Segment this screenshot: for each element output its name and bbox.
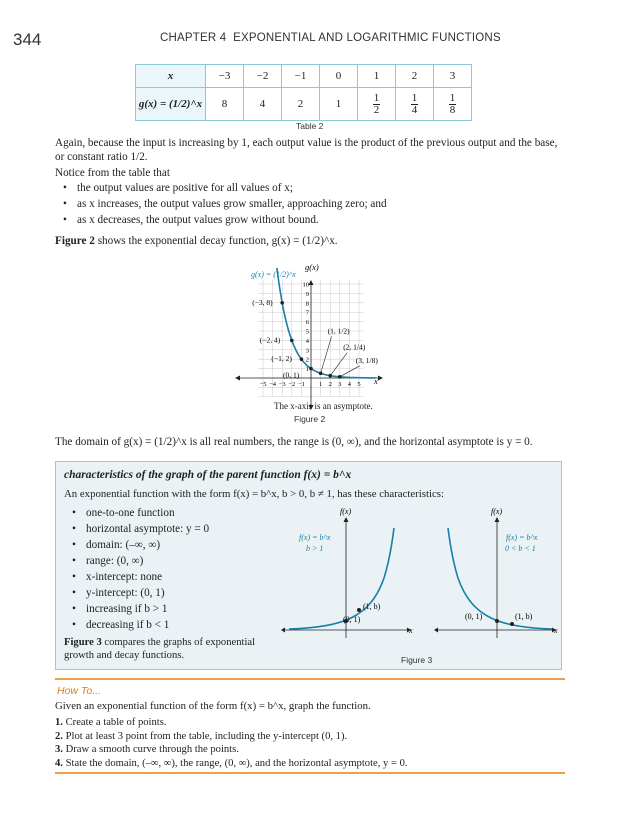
data-point bbox=[338, 375, 342, 379]
box-title: characteristics of the graph of the parent function f(x) = b^x bbox=[64, 469, 352, 481]
table-cell: 8 bbox=[206, 88, 244, 121]
y-tick-label: 5 bbox=[305, 328, 309, 336]
decay-curve bbox=[448, 528, 552, 629]
table-cell: 3 bbox=[434, 65, 472, 88]
list-item: • as x decreases, the output values grow without bound. bbox=[55, 212, 565, 228]
y-tick-label: 1 bbox=[305, 366, 309, 374]
x-tick-label: −2 bbox=[288, 381, 296, 388]
point-label: (−1, 2) bbox=[271, 354, 292, 364]
box-intro: An exponential function with the form f(x) = b^x, b > 0, b ≠ 1, has these characteristics: bbox=[64, 488, 444, 500]
chapter-title: EXPONENTIAL AND LOGARITHMIC FUNCTIONS bbox=[233, 32, 501, 44]
x-tick-label: 1 bbox=[318, 381, 323, 388]
point-label: (0, 1) bbox=[343, 615, 361, 624]
figure-2-graph bbox=[235, 255, 385, 413]
table-caption: Table 2 bbox=[296, 121, 324, 131]
step-item: 2. Plot at least 3 point from the table, including the y-intercept (0, 1). bbox=[55, 730, 348, 742]
y-tick-label: 7 bbox=[305, 309, 309, 317]
x-tick-label: −3 bbox=[278, 381, 286, 388]
function-label: f(x) = b^x bbox=[299, 533, 331, 542]
data-point bbox=[290, 339, 294, 343]
table-cell: $\frac{1}{8}$ bbox=[434, 88, 472, 121]
condition-label: b > 1 bbox=[306, 544, 324, 553]
table-cell: −3 bbox=[206, 65, 244, 88]
x-tick-label: −5 bbox=[259, 381, 267, 388]
chapter-label: CHAPTER 4 bbox=[160, 32, 227, 44]
y-axis-label: f(x) bbox=[340, 507, 352, 516]
table-cell: $\frac{1}{4}$ bbox=[396, 88, 434, 121]
page-number: 344 bbox=[13, 30, 42, 49]
list-item: • one-to-one function bbox=[64, 505, 264, 521]
box-note: Figure 3 compares the graphs of exponential growth and decay functions. bbox=[64, 637, 256, 661]
x-tick-label: 3 bbox=[338, 381, 342, 388]
figure-2-caption: Figure 2 bbox=[294, 414, 326, 424]
list-item: • horizontal asymptote: y = 0 bbox=[64, 521, 264, 537]
y-tick-label: 6 bbox=[305, 319, 309, 327]
y-tick-label: 8 bbox=[305, 300, 309, 308]
table-cell: 4 bbox=[244, 88, 282, 121]
point-label: (1, b) bbox=[363, 602, 381, 611]
y-tick-label: 4 bbox=[305, 337, 309, 345]
growth-graph bbox=[281, 506, 421, 641]
point-label: (2, 1/4) bbox=[343, 342, 366, 352]
function-label: f(x) = b^x bbox=[506, 533, 538, 542]
divider bbox=[55, 678, 565, 680]
function-label: g(x) = (1/2)^x bbox=[251, 270, 296, 279]
list-item: • domain: (–∞, ∞) bbox=[64, 537, 264, 553]
table-cell: −1 bbox=[282, 65, 320, 88]
table-cell: 2 bbox=[282, 88, 320, 121]
table-cell: −2 bbox=[244, 65, 282, 88]
table-cell: 2 bbox=[396, 65, 434, 88]
point-label: (1, 1/2) bbox=[327, 326, 350, 336]
y-tick-label: 9 bbox=[305, 290, 309, 298]
point-label: (0, 1) bbox=[465, 612, 483, 621]
figure-3-caption: Figure 3 bbox=[401, 655, 433, 665]
howto-steps bbox=[55, 716, 565, 770]
list-item: • the output values are positive for all values of x; bbox=[55, 180, 565, 196]
list-item: • decreasing if b < 1 bbox=[64, 617, 264, 633]
y-axis-label: g(x) bbox=[305, 262, 319, 272]
point-label: (−3, 8) bbox=[252, 297, 273, 307]
table-2 bbox=[135, 64, 472, 121]
decay-graph bbox=[434, 506, 564, 641]
data-point bbox=[309, 367, 313, 371]
figure-2-annotation: The x-axis is an asymptote. bbox=[274, 401, 373, 411]
x-tick-label: 4 bbox=[347, 381, 352, 388]
table-cell: $\frac{1}{2}$ bbox=[358, 88, 396, 121]
point bbox=[510, 622, 514, 626]
data-point bbox=[300, 357, 304, 361]
x-tick-label: −4 bbox=[269, 381, 277, 388]
list-item: • y-intercept: (0, 1) bbox=[64, 585, 264, 601]
x-axis-label: x bbox=[374, 376, 378, 386]
howto-intro: Given an exponential function of the form f(x) = b^x, graph the function. bbox=[55, 700, 371, 712]
figure-3-ref: Figure 3 bbox=[64, 637, 102, 648]
x-axis-label: x bbox=[554, 626, 558, 635]
table-cell: 0 bbox=[320, 65, 358, 88]
list-item: • increasing if b > 1 bbox=[64, 601, 264, 617]
domain-sentence: The domain of g(x) = (1/2)^x is all real numbers, the range is (0, ∞), and the horizontal asymptote is y = 0. bbox=[55, 436, 533, 448]
table-cell: 1 bbox=[320, 88, 358, 121]
characteristics-box bbox=[55, 461, 562, 670]
table-header-x: x bbox=[136, 65, 206, 88]
x-tick-label: −1 bbox=[297, 381, 305, 388]
figure-2-intro: Figure 2 shows the exponential decay function, g(x) = (1/2)^x. bbox=[55, 235, 338, 247]
divider bbox=[55, 772, 565, 774]
growth-curve bbox=[289, 528, 394, 629]
point bbox=[495, 619, 499, 623]
point-label: (0, 1) bbox=[283, 370, 300, 380]
list-item: • range: (0, ∞) bbox=[64, 553, 264, 569]
paragraph-1: Again, because the input is increasing by 1, each output value is the product of the previous output and the base, or constant ratio 1/2. bbox=[55, 137, 558, 163]
y-tick-label: 10 bbox=[302, 281, 309, 289]
x-tick-label: 2 bbox=[328, 381, 332, 388]
point bbox=[357, 608, 361, 612]
list-item: • as x increases, the output values grow smaller, approaching zero; and bbox=[55, 196, 565, 212]
figure-2-ref: Figure 2 bbox=[55, 235, 95, 247]
condition-label: 0 < b < 1 bbox=[505, 544, 536, 553]
point-label: (−2, 4) bbox=[259, 335, 281, 345]
x-tick-label: 5 bbox=[357, 381, 361, 388]
y-tick-label: 2 bbox=[305, 356, 309, 364]
characteristics-list bbox=[64, 505, 264, 633]
paragraph-2: Notice from the table that bbox=[55, 167, 170, 179]
point-label: (3, 1/8) bbox=[355, 355, 378, 365]
bullet-list bbox=[55, 180, 565, 228]
chapter-header bbox=[160, 32, 501, 44]
data-point bbox=[280, 301, 284, 305]
x-axis-label: x bbox=[409, 626, 413, 635]
leader-line bbox=[340, 366, 360, 377]
y-axis-label: f(x) bbox=[491, 507, 503, 516]
table-header-gx: g(x) = (1/2)^x bbox=[136, 88, 206, 121]
y-tick-label: 3 bbox=[305, 347, 309, 355]
step-item: 1. Create a table of points. bbox=[55, 717, 167, 728]
leader-line bbox=[330, 353, 347, 376]
list-item: • x-intercept: none bbox=[64, 569, 264, 585]
howto-title: How To... bbox=[57, 685, 101, 697]
step-item: 4. State the domain, (–∞, ∞), the range, (0, ∞), and the horizontal asymptote, y = 0. bbox=[55, 757, 408, 769]
point-label: (1, b) bbox=[515, 612, 533, 621]
step-item: 3. Draw a smooth curve through the points. bbox=[55, 744, 239, 755]
table-cell: 1 bbox=[358, 65, 396, 88]
